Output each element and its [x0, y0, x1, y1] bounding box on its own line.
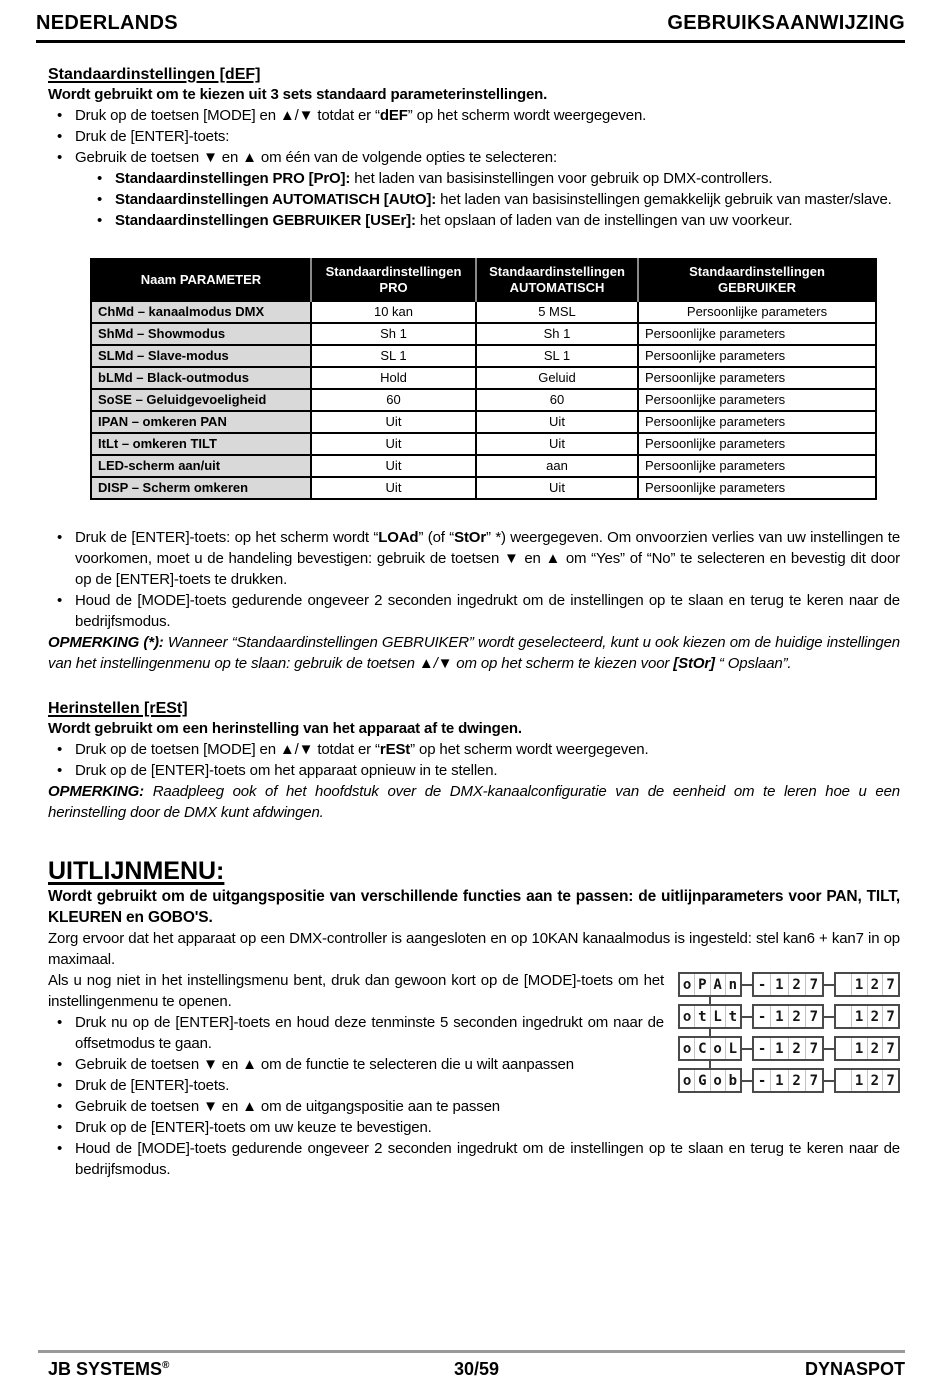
- table-cell: IPAN – omkeren PAN: [91, 411, 311, 433]
- lcd-segment-char: P: [695, 974, 710, 995]
- lcd-segment-char: b: [728, 1072, 738, 1089]
- table-cell: Uit: [476, 411, 638, 433]
- lcd-connector-line: [824, 984, 834, 986]
- table-cell: Persoonlijke parameters: [638, 345, 876, 367]
- bullet-item: [48, 189, 900, 210]
- lcd-segment-char: n: [728, 976, 738, 993]
- text-run: Druk de [ENTER]-toets: op het scherm wordt “: [75, 529, 379, 546]
- text-run: Standaardinstellingen PRO [PrO]:: [115, 170, 351, 187]
- lcd-segment-char: 7: [886, 976, 895, 993]
- lcd-connector-line: [742, 984, 752, 986]
- bullet-item: [48, 105, 900, 126]
- lcd-segment-char: 7: [886, 1072, 895, 1089]
- table-cell: SL 1: [311, 345, 476, 367]
- lcd-segment-char: 1: [852, 1006, 868, 1027]
- lcd-segment-char: o: [680, 1070, 695, 1091]
- table-row: [91, 389, 876, 411]
- text-run: het laden van basisinstellingen voor gebruik op DMX-controllers.: [350, 170, 773, 187]
- lcd-segment-char: 1: [771, 1006, 788, 1027]
- lcd-segment-char: 2: [868, 1038, 884, 1059]
- bullet-item: • Gebruik de toetsen ▼ en ▲ om de functie te selecteren die u wilt aanpassen: [48, 1054, 900, 1075]
- lcd-segment-char: 2: [789, 1038, 806, 1059]
- section-heading-reset: Herinstellen [rESt]: [48, 700, 188, 717]
- text-run: StOr: [454, 529, 487, 546]
- text-run: GEBRUIKER: [717, 280, 796, 295]
- text-run: Wanneer “Standaardinstellingen GEBRUIKER” wordt geselecteerd, kunt u ook kiezen om de huidige instellingen van het instellingenmenu op te slaan: gebruik de toetsen ▲/▼ om op het scherm te kiezen voor: [48, 634, 900, 672]
- lcd-segment-char: o: [711, 1038, 726, 1059]
- lcd-segment-char: 2: [789, 1006, 806, 1027]
- table-cell: SLMd – Slave-modus: [91, 345, 311, 367]
- lcd-segment-char: -: [754, 974, 771, 995]
- table-cell: Persoonlijke parameters: [638, 323, 876, 345]
- table-cell: Uit: [311, 477, 476, 499]
- page-footer: [0, 1350, 950, 1380]
- table-row: [91, 477, 876, 499]
- table-cell: Hold: [311, 367, 476, 389]
- lcd-segment-char: o: [711, 1070, 726, 1091]
- lcd-segment-char: 1: [852, 974, 868, 995]
- lcd-segment-char: [836, 974, 852, 995]
- lcd-segment-char: 2: [789, 1070, 806, 1091]
- table-row: [91, 433, 876, 455]
- text-run: PRO: [379, 280, 408, 295]
- table-header-cell: [638, 259, 876, 301]
- text-run: Druk op de toetsen [MODE] en ▲/▼ totdat er “: [75, 107, 380, 124]
- lcd-segment-char: 1: [771, 1070, 788, 1091]
- section-intro-reset: Wordt gebruikt om een herinstelling van het apparaat af te dwingen.: [48, 720, 522, 737]
- bullet-item: • Houd de [MODE]-toets gedurende ongeveer 2 seconden ingedrukt om de instellingen op te slaan en terug te keren naar de bedrijfsmodus.: [48, 590, 900, 632]
- table-cell: DISP – Scherm omkeren: [91, 477, 311, 499]
- section-intro-defaults: Wordt gebruikt om te kiezen uit 3 sets standaard parameterinstellingen.: [48, 86, 548, 103]
- text-run: Standaardinstellingen GEBRUIKER [USEr]:: [115, 212, 416, 229]
- header-language-label: NEDERLANDS: [36, 12, 178, 34]
- table-cell: 60: [311, 389, 476, 411]
- table-cell: Persoonlijke parameters: [638, 367, 876, 389]
- bullet-item: • Gebruik de toetsen ▼ en ▲ om de uitgangspositie aan te passen: [48, 1096, 900, 1117]
- text-run: Standaardinstellingen: [325, 264, 462, 279]
- table-row: [91, 411, 876, 433]
- page-header: [36, 0, 905, 43]
- text-run: JB SYSTEMS: [48, 1359, 163, 1379]
- lcd-label-display: [678, 972, 742, 997]
- table-cell: Sh 1: [476, 323, 638, 345]
- table-cell: Geluid: [476, 367, 638, 389]
- table-cell: Persoonlijke parameters: [638, 301, 876, 323]
- text-run: “ Opslaan”.: [714, 655, 792, 672]
- table-row: [91, 323, 876, 345]
- footer-page-number: 30/59: [453, 1359, 500, 1379]
- lcd-segment-char: o: [680, 1038, 695, 1059]
- lcd-segment-char: G: [695, 1070, 710, 1091]
- lcd-segment-char: t: [695, 1006, 710, 1027]
- text-run: rESt: [379, 741, 411, 758]
- lcd-segment-char: o: [680, 974, 695, 995]
- header-title-label: GEBRUIKSAANWIJZING: [667, 12, 905, 34]
- text-run: LOAd: [378, 529, 419, 546]
- note-paragraph: [48, 781, 900, 823]
- bullet-item: • Druk op de [ENTER]-toets om het apparaat opnieuw in te stellen.: [48, 760, 900, 781]
- table-row: [91, 367, 876, 389]
- section-heading-defaults: Standaardinstellingen [dEF]: [48, 66, 261, 83]
- bullet-item: • Druk op de [ENTER]-toets om uw keuze te bevestigen.: [48, 1117, 900, 1138]
- lcd-segment-char: 2: [868, 1070, 884, 1091]
- text-run: Standaardinstellingen AUTOMATISCH [AUtO]:: [115, 191, 437, 208]
- lcd-value-display: [834, 972, 900, 997]
- lcd-segment-char: 1: [771, 1038, 788, 1059]
- text-run: Raadpleeg ook of het hoofdstuk over de DMX-kanaalconfiguratie van de eenheid om te leren hoe u een herinstelling door de DMX kunt afdwingen.: [48, 783, 900, 821]
- table-cell: ItLt – omkeren TILT: [91, 433, 311, 455]
- lcd-offset-display: [752, 972, 824, 997]
- table-cell: 5 MSL: [476, 301, 638, 323]
- bullet-item: [48, 168, 900, 189]
- table-cell: Uit: [311, 455, 476, 477]
- footer-product: DYNASPOT: [805, 1359, 906, 1379]
- lcd-segment-char: 1: [771, 974, 788, 995]
- table-header-cell: [311, 259, 476, 301]
- text-run: ” op het scherm wordt weergegeven.: [410, 741, 649, 758]
- bullet-item: [48, 527, 900, 590]
- table-row: [91, 301, 876, 323]
- table-cell: LED-scherm aan/uit: [91, 455, 311, 477]
- table-cell: Persoonlijke parameters: [638, 389, 876, 411]
- table-cell: Uit: [476, 477, 638, 499]
- registered-trademark-symbol: ®: [162, 1360, 170, 1371]
- text-run: OPMERKING:: [48, 783, 145, 800]
- lcd-segment-char: -: [754, 1006, 771, 1027]
- lcd-segment-char: t: [728, 1008, 738, 1025]
- table-cell: Sh 1: [311, 323, 476, 345]
- text-run: ” (of “: [418, 529, 455, 546]
- bullet-item: • Druk de [ENTER]-toets:: [48, 126, 900, 147]
- text-run: Druk op de toetsen [MODE] en ▲/▼ totdat er “: [75, 741, 380, 758]
- table-row: [91, 455, 876, 477]
- text-run: ” op het scherm wordt weergegeven.: [407, 107, 647, 124]
- lcd-row: [678, 972, 900, 997]
- text-run: Standaardinstellingen: [489, 264, 625, 279]
- table-cell: SL 1: [476, 345, 638, 367]
- table-cell: Uit: [476, 433, 638, 455]
- lcd-segment-char: C: [695, 1038, 710, 1059]
- table-cell: ChMd – kanaalmodus DMX: [91, 301, 311, 323]
- table-cell: ShMd – Showmodus: [91, 323, 311, 345]
- lcd-segment-char: o: [680, 1006, 695, 1027]
- lcd-segment-char: 7: [809, 976, 819, 993]
- table-header-cell: [91, 259, 311, 301]
- lcd-segment-char: A: [711, 974, 726, 995]
- table-cell: bLMd – Black-outmodus: [91, 367, 311, 389]
- paragraph: Zorg ervoor dat het apparaat op een DMX-controller is aangesloten en op 10KAN kanaalmodus is ingesteld: stel kan6 + kan7 in op maximaal.: [48, 930, 900, 968]
- lcd-segment-char: 7: [809, 1072, 819, 1089]
- paragraph: Als u nog niet in het instellingsmenu bent, druk dan gewoon kort op de [MODE]-toets om het instellingenmenu te openen.: [48, 972, 664, 1010]
- footer-rule: [38, 1350, 905, 1353]
- text-run: AUTOMATISCH: [509, 280, 605, 295]
- lcd-segment-char: L: [728, 1040, 738, 1057]
- table-cell: Persoonlijke parameters: [638, 455, 876, 477]
- text-run: Naam PARAMETER: [140, 272, 262, 287]
- table-cell: Uit: [311, 411, 476, 433]
- lcd-segment-char: 7: [886, 1008, 895, 1025]
- text-run: het opslaan of laden van de instellingen van uw voorkeur.: [415, 212, 793, 229]
- table-cell: Persoonlijke parameters: [638, 477, 876, 499]
- bullet-item: • Houd de [MODE]-toets gedurende ongeveer 2 seconden ingedrukt om de instellingen op te slaan en terug te keren naar de bedrijfsmodus.: [48, 1138, 900, 1180]
- lcd-segment-char: -: [754, 1070, 771, 1091]
- table-cell: Persoonlijke parameters: [638, 411, 876, 433]
- text-run: dEF: [379, 107, 408, 124]
- text-run: het laden van basisinstellingen gemakkelijk gebruik van master/slave.: [436, 191, 892, 208]
- footer-brand: [48, 1359, 334, 1380]
- lcd-segment-char: 7: [886, 1040, 895, 1057]
- lcd-segment-char: L: [711, 1006, 726, 1027]
- note-paragraph: [48, 632, 900, 674]
- table-cell: Persoonlijke parameters: [638, 433, 876, 455]
- lcd-segment-char: 2: [789, 974, 806, 995]
- text-run: Standaardinstellingen: [689, 264, 825, 279]
- lcd-segment-char: 2: [868, 974, 884, 995]
- table-cell: SoSE – Geluidgevoeligheid: [91, 389, 311, 411]
- defaults-table: [90, 258, 877, 500]
- lcd-segment-char: 1: [852, 1070, 868, 1091]
- text-run: [StOr]: [673, 655, 715, 672]
- table-cell: 10 kan: [311, 301, 476, 323]
- bullet-item: • Druk de [ENTER]-toets.: [48, 1075, 900, 1096]
- bullet-item: • Druk nu op de [ENTER]-toets en houd deze tenminste 5 seconden ingedrukt om naar de offsetmodus te gaan.: [48, 1012, 900, 1054]
- lcd-segment-char: -: [754, 1038, 771, 1059]
- table-header-row: [91, 259, 876, 301]
- section-intro-alignment: Wordt gebruikt om de uitgangspositie van verschillende functies aan te passen: de uitlijnparameters voor PAN, TILT, KLEUREN en GOBO'S.: [48, 888, 900, 926]
- table-cell: aan: [476, 455, 638, 477]
- table-row: [91, 345, 876, 367]
- lcd-segment-char: 1: [852, 1038, 868, 1059]
- table-cell: 60: [476, 389, 638, 411]
- text-run: ” *) weergegeven. Om onvoorzien verlies van uw instellingen te voorkomen, moet u de handeling bevestigen: gebruik de toetsen ▼ en ▲ om “Yes” of “No” te selecteren en bevestig dit door op de [ENTER]-toets te drukken.: [75, 529, 901, 588]
- lcd-segment-char: 7: [809, 1040, 819, 1057]
- table-cell: Uit: [311, 433, 476, 455]
- page-content: [48, 43, 900, 1180]
- lcd-segment-char: 7: [809, 1008, 819, 1025]
- bullet-item: [48, 739, 900, 760]
- lcd-segment-char: 2: [868, 1006, 884, 1027]
- text-run: OPMERKING (*):: [48, 634, 164, 651]
- bullet-item: [48, 210, 900, 231]
- table-header-cell: [476, 259, 638, 301]
- section-heading-alignment: UITLIJNMENU:: [48, 857, 225, 885]
- bullet-item: • Gebruik de toetsen ▼ en ▲ om één van de volgende opties te selecteren:: [48, 147, 900, 168]
